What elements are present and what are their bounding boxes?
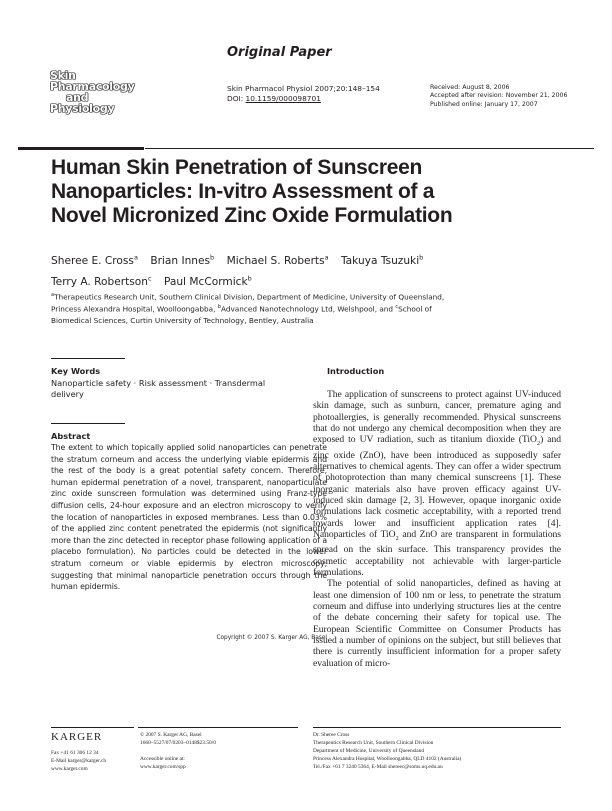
- article-title: [51, 156, 551, 228]
- accepted-date: Accepted after revision: November 21, 2006: [430, 92, 568, 100]
- footer-rule-3: [313, 727, 561, 728]
- journal-citation-block: [227, 84, 380, 104]
- author: Paul McCormick$^b$: [163, 274, 252, 289]
- contact-line-3: Princess Alexandra Hospital, Woolloongabba, QLD 4102 (Australia): [313, 756, 462, 762]
- abstract-copyright: Copyright © 2007 S. Karger AG, Basel: [216, 635, 327, 641]
- footer-rule-2: [138, 727, 298, 728]
- contact-name: Dr. Sheree Cross: [313, 732, 350, 738]
- logo-line-1: Skin: [50, 69, 76, 82]
- author-list: [51, 248, 551, 291]
- author: Takuya Tsuzuki$^b$: [340, 253, 424, 267]
- contact-line-2: Department of Medicine, University of Queensland: [313, 748, 425, 754]
- keywords-text: Nanoparticle safety · Risk assessment · Transdermal delivery: [51, 378, 266, 399]
- author: Brian Innes$^b$: [150, 253, 215, 267]
- introduction-heading: Introduction: [327, 366, 385, 376]
- contact-line-4: Tel./Fax +61 7 3240 5364, E-Mail shereec@soms.uq.edu.au: [313, 764, 443, 770]
- author-line-2: [51, 270, 551, 292]
- header-thin-rule: [145, 148, 594, 149]
- author: Terry A. Robertson$^c$: [51, 274, 152, 289]
- journal-citation: Skin Pharmacol Physiol 2007;20:148–154: [227, 84, 380, 93]
- footer-access-url[interactable]: www.karger.com/spp: [140, 764, 186, 770]
- footer-accessible-label: Accessible online at:: [140, 756, 185, 762]
- published-date: Published online: January 17, 2007: [430, 100, 538, 108]
- abstract-rule: [51, 423, 125, 424]
- publisher-website[interactable]: www.karger.com: [51, 766, 88, 772]
- introduction-paragraph-1: The application of sunscreens to protect against UV-induced skin damage, such as sunburn, cancer, premature aging and photoallergies, is generally recommended. Physical sunscreens that do not undergo any chemical decomposition when they are exposed to UV radiation, such as titanium dioxide (TiO$_2$) and zinc oxide (ZnO), have been introduced as supposedly safer alternatives to chemical agents. They can offer a wider spectrum of photoprotection than many chemical sunscreens [1]. These inorganic materials also have proven efficacy against UV-induced skin damage [2, 3]. However, opaque inorganic oxide formulations lack cosmetic acceptability, with a reported trend towards lower and insufficient application rates [4]. Nanoparticles of TiO$_2$ and ZnO are transparent in formulations spread on the skin surface. This transparency provides the cosmetic acceptability not achievable with larger-particle formulations.: [313, 389, 561, 578]
- abstract-heading: Abstract: [51, 431, 91, 441]
- contact-line-1: Therapeutics Research Unit, Southern Clinical Division: [313, 740, 434, 746]
- logo-line-3: and: [66, 91, 89, 104]
- doi-label: DOI:: [227, 94, 246, 103]
- logo-line-2: Pharmacology: [50, 80, 135, 93]
- author: Michael S. Roberts$^a$: [226, 253, 329, 267]
- introduction-paragraph-2: The potential of solid nanoparticles, defined as having at least one dimension of 100 nm or less, to penetrate the stratum corneum and diffuse into underlying structures lies at the centre of the debate concerning their safety for topical use. The European Scientific Committee on Consumer Products has issued a number of opinions on the subject, but still believes that there is currently insufficient information for a proper safety evaluation of micro-: [313, 578, 561, 669]
- footer-rule-1: [51, 727, 134, 728]
- affiliation-line-1: $^a$Therapeutics Research Unit, Southern Clinical Division, Department of Medicine, University of Queensland,: [51, 292, 445, 302]
- publication-dates: [430, 84, 567, 109]
- publisher-fax: Fax +41 61 306 12 34: [51, 750, 99, 756]
- footer-issn: 1660–5527/07/0203–0148$23.50/0: [140, 740, 216, 746]
- correspondence-block: [313, 731, 461, 771]
- footer-copyright: © 2007 S. Karger AG, Basel: [140, 732, 202, 738]
- section-label: Original Paper: [227, 45, 332, 60]
- article-rights: [140, 731, 216, 771]
- publisher-contact: [51, 749, 106, 773]
- affiliation-line-2: Princess Alexandra Hospital, Woolloongabba, $^b$Advanced Nanotechnology Ltd, Welshpool, and $^c$School of: [51, 304, 432, 314]
- author-line-1: [51, 248, 551, 270]
- publisher-email[interactable]: E-Mail karger@karger.ch: [51, 758, 107, 764]
- received-date: Received: August 8, 2006: [430, 84, 510, 91]
- introduction-body: [313, 389, 561, 669]
- logo-line-4: Physiology: [50, 102, 115, 115]
- keywords-heading: Key Words: [51, 366, 101, 376]
- abstract-text: The extent to which topically applied solid nanoparticles can penetrate the stratum corneum and access the underlying viable epidermis and the rest of the body is a great potential safety concern. Therefore, human epidermal penetration of a novel, transparent, nanoparticulate zinc oxide sunscreen formulation was determined using Franz-type diffusion cells, 24-hour exposure and an electron microscopy to verify the location of nanoparticles in exposed membranes. Less than 0.03% of the applied zinc content penetrated the epidermis (not significantly more than the zinc detected in receptor phase following application of a placebo formulation). No particles could be detected in the lower stratum corneum or viable epidermis by electron microscopy, suggesting that minimal nanoparticle penetration occurs through the human epidermis.: [51, 443, 327, 592]
- title-line-1: Human Skin Penetration of Sunscreen: [51, 156, 423, 179]
- affiliations: [51, 290, 571, 326]
- doi-line: [227, 94, 380, 104]
- journal-logo: [50, 70, 140, 116]
- author: Sheree E. Cross$^a$: [51, 253, 138, 267]
- publisher-logo: KARGER: [51, 731, 103, 743]
- title-line-3: Novel Micronized Zinc Oxide Formulation: [51, 204, 453, 227]
- doi-link[interactable]: 10.1159/000098701: [245, 94, 321, 103]
- header-thick-rule: [18, 147, 144, 150]
- keywords-rule: [51, 358, 125, 359]
- affiliation-line-3: Biomedical Sciences, Curtin University of Technology, Bentley, Australia: [51, 315, 314, 325]
- title-line-2: Nanoparticles: In-vitro Assessment of a: [51, 180, 435, 203]
